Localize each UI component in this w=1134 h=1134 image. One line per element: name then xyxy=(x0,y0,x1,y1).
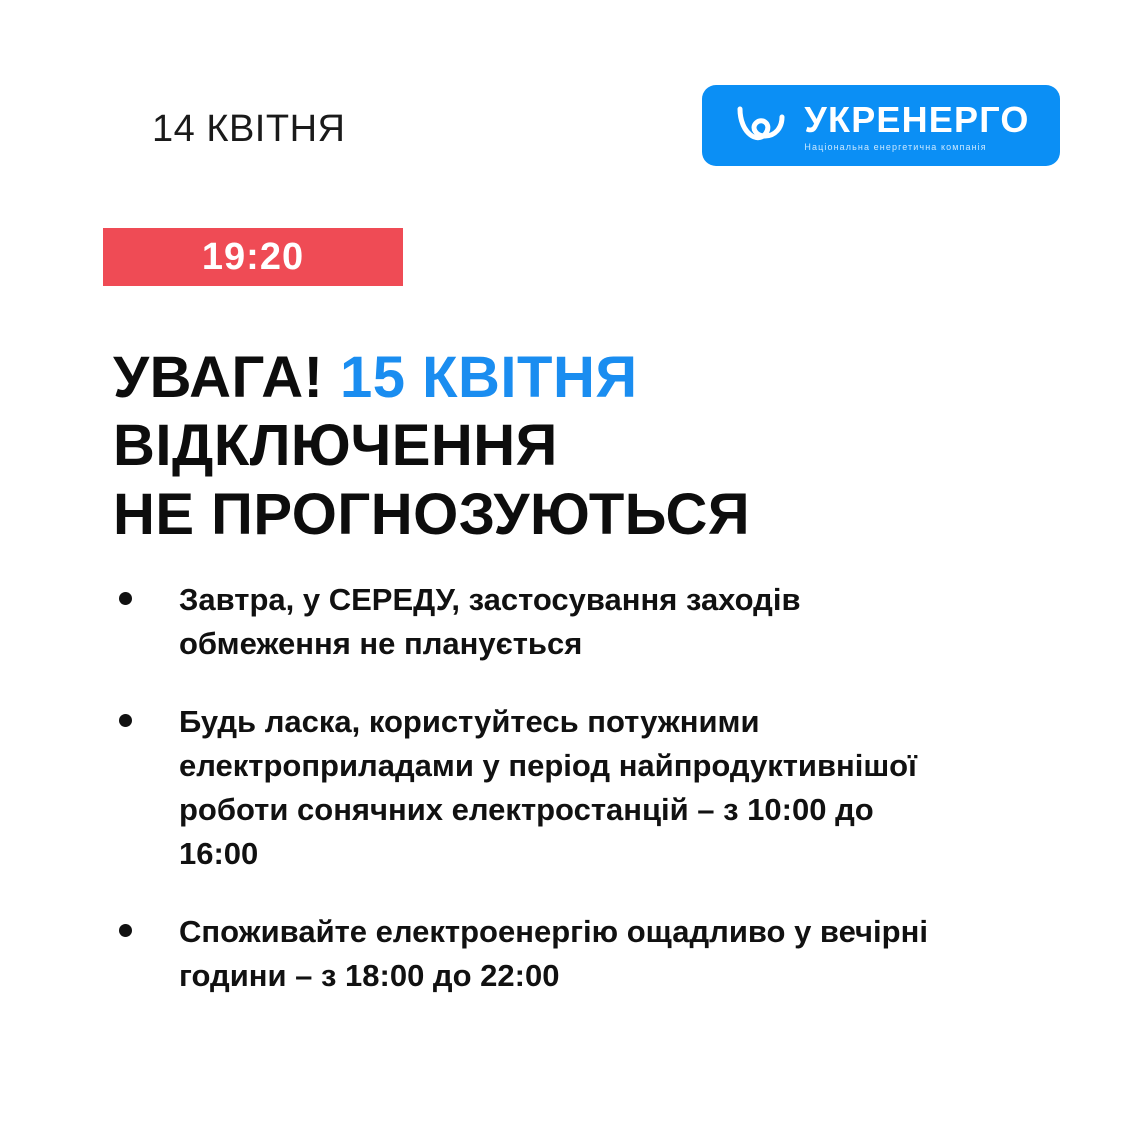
headline-prefix: УВАГА! xyxy=(113,345,324,410)
list-item xyxy=(113,578,1053,666)
date-label: 14 КВІТНЯ xyxy=(152,108,346,150)
logo-name: УКРЕНЕРГО xyxy=(804,98,1030,140)
header xyxy=(0,80,1134,190)
headline-line-2: ВІДКЛЮЧЕННЯ xyxy=(113,413,558,479)
time-badge xyxy=(103,228,403,286)
list-item-text: Завтра, у СЕРЕДУ, застосування заходів обмеження не планується xyxy=(179,582,801,662)
headline xyxy=(113,344,1053,549)
list-item-text: Споживайте електроенергію ощадливо у вечірні години – з 18:00 до 22:00 xyxy=(179,914,928,994)
bullet-dot-icon xyxy=(113,578,179,605)
logo-text xyxy=(804,98,1030,152)
headline-accent-date: 15 КВІТНЯ xyxy=(340,345,638,410)
bullet-dot-icon xyxy=(113,700,179,727)
time-badge-value: 19:20 xyxy=(201,235,305,278)
logo-tagline: Національна енергетична компанія xyxy=(804,141,987,152)
list-item xyxy=(113,910,1053,998)
list-item-text: Будь ласка, користуйтесь потужними електроприладами у період найпродуктивнішої роботи сонячних електростанцій – з 10:00 до 16:00 xyxy=(179,704,917,872)
list-item xyxy=(113,700,1053,876)
headline-line-1 xyxy=(113,344,1053,412)
headline-line-3: НЕ ПРОГНОЗУЮТЬСЯ xyxy=(113,481,751,547)
ukrenergo-loop-icon xyxy=(732,103,788,149)
ukrenergo-logo xyxy=(702,85,1060,166)
bullet-dot-icon xyxy=(113,910,179,937)
bullet-list xyxy=(113,578,1053,1032)
